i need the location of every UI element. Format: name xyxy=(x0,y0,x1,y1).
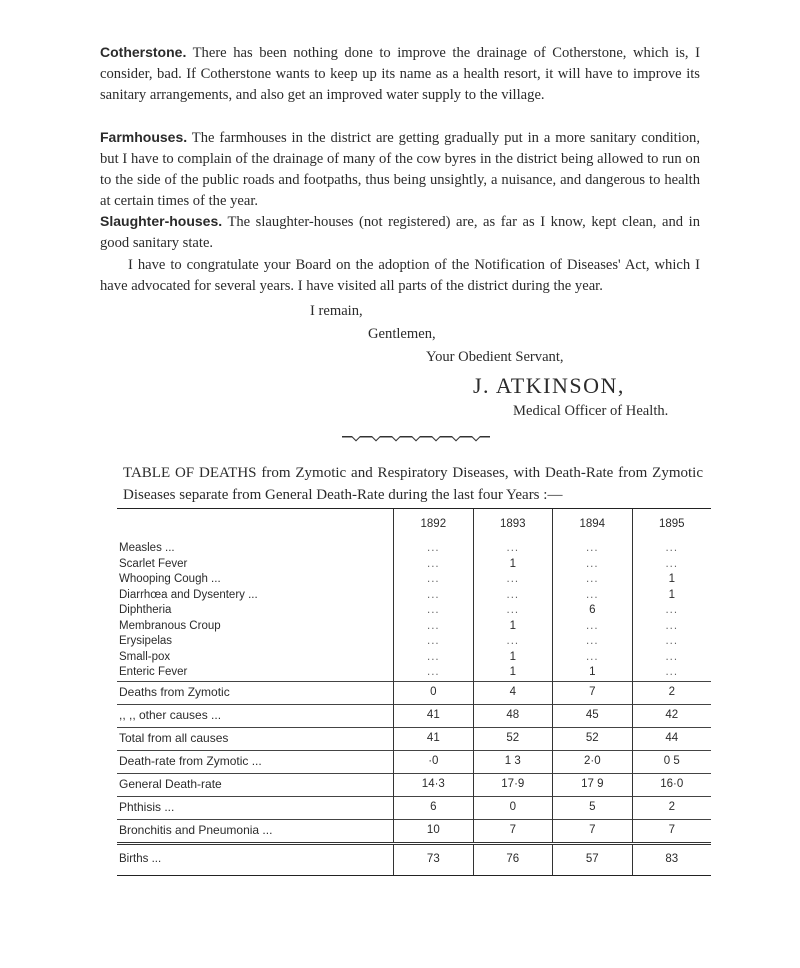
dot-leader: ... xyxy=(506,542,520,554)
disease-label: Erysipelas xyxy=(119,635,173,647)
dot-leader: ... xyxy=(585,573,599,585)
summary-label: Phthisis ... xyxy=(117,796,394,819)
dot-leader: ... xyxy=(427,588,440,601)
summary-value: 5 xyxy=(553,796,632,819)
summary-row xyxy=(117,727,711,750)
dot-leader: ... xyxy=(665,666,679,678)
summary-value: 1 3 xyxy=(473,750,552,773)
disease-label: Measles ... xyxy=(119,542,175,554)
summary-value: 7 xyxy=(473,819,552,843)
summary-value: 4 xyxy=(473,681,552,704)
year-header-row xyxy=(117,509,711,542)
disease-row xyxy=(117,541,711,557)
summary-label: ,, ,, other causes ... xyxy=(117,704,394,727)
year-header: 1893 xyxy=(473,509,552,542)
dot-leader: ... xyxy=(665,619,679,632)
disease-label: Diarrhœa and Dysentery ... xyxy=(119,588,258,601)
text-congratulate: I have to congratulate your Board on the adoption of the Notification of Diseases' Act, which I have advocated for several years. I have visited all parts of the district during the year. xyxy=(100,257,700,294)
summary-value: 2 xyxy=(632,681,711,704)
disease-row xyxy=(117,619,711,635)
disease-value xyxy=(553,650,632,666)
disease-value xyxy=(473,588,552,604)
deaths-table xyxy=(117,508,711,876)
paragraph-congratulate xyxy=(100,255,700,297)
disease-label: Membranous Croup xyxy=(119,619,221,632)
summary-value: 16·0 xyxy=(632,773,711,796)
closing-gentlemen: Gentlemen, xyxy=(368,326,436,342)
summary-value: 6 xyxy=(394,796,473,819)
dot-leader: ... xyxy=(585,588,599,601)
summary-value: 10 xyxy=(394,819,473,843)
paragraph-farmhouses xyxy=(100,127,700,212)
disease-value xyxy=(553,619,632,635)
dot-leader: ... xyxy=(427,666,440,678)
summary-value: 45 xyxy=(553,704,632,727)
disease-value xyxy=(394,557,473,573)
births-value: 83 xyxy=(632,843,711,875)
dot-leader: ... xyxy=(427,635,440,647)
summary-label: Death-rate from Zymotic ... xyxy=(117,750,394,773)
births-row xyxy=(117,843,711,875)
disease-value xyxy=(394,665,473,681)
dot-leader: ... xyxy=(585,542,599,554)
disease-value xyxy=(553,572,632,588)
dot-leader: ... xyxy=(506,635,520,647)
closing-remain: I remain, xyxy=(310,303,363,319)
dot-leader: ... xyxy=(427,650,440,663)
summary-row xyxy=(117,704,711,727)
dot-leader: ... xyxy=(665,542,679,554)
births-label: Births ... xyxy=(117,843,394,875)
dot-leader: ... xyxy=(427,557,440,570)
disease-value xyxy=(473,572,552,588)
summary-row xyxy=(117,819,711,843)
disease-row xyxy=(117,572,711,588)
disease-value xyxy=(553,557,632,573)
disease-value xyxy=(632,541,711,557)
summary-value: 14·3 xyxy=(394,773,473,796)
signature-name: J. ATKINSON, xyxy=(473,373,625,398)
disease-row xyxy=(117,588,711,604)
dot-leader: ... xyxy=(427,604,440,616)
paragraph-slaughter-houses xyxy=(100,211,700,254)
table-title: TABLE OF DEATHS from Zymotic and Respiratory Diseases, with Death-Rate from Zymotic Diseases separate from General Death-Rate during the last four Years :— xyxy=(123,465,703,503)
summary-value: 52 xyxy=(473,727,552,750)
signature-role: Medical Officer of Health. xyxy=(513,403,669,419)
disease-value xyxy=(394,541,473,557)
disease-value: 1 xyxy=(473,665,552,681)
dot-leader: ... xyxy=(427,619,440,632)
dot-leader: ... xyxy=(585,557,599,570)
disease-value xyxy=(632,619,711,635)
dot-leader: ... xyxy=(427,573,440,585)
disease-label: Small-pox xyxy=(119,650,171,663)
disease-value: 6 xyxy=(553,603,632,619)
dot-leader: ... xyxy=(506,573,520,585)
births-value: 76 xyxy=(473,843,552,875)
disease-value xyxy=(394,650,473,666)
summary-value: 0 xyxy=(473,796,552,819)
summary-value: ·0 xyxy=(394,750,473,773)
summary-row xyxy=(117,750,711,773)
summary-row xyxy=(117,796,711,819)
header-blank xyxy=(117,509,394,542)
disease-value: 1 xyxy=(632,572,711,588)
text-farmhouses: The farmhouses in the district are getting gradually put in a more sanitary condition, but I have to complain of the drainage of many of the cow byres in the district being allowed to run on to the side of the public roads and footpaths, thus being unsightly, a nuisance, and dangerous to health at certain times of the year. xyxy=(100,130,700,209)
summary-value: 44 xyxy=(632,727,711,750)
heading-cotherstone: Cotherstone. xyxy=(100,44,187,60)
summary-value: 2·0 xyxy=(553,750,632,773)
summary-label: Bronchitis and Pneumonia ... xyxy=(117,819,394,843)
disease-value xyxy=(473,603,552,619)
text-cotherstone: There has been nothing done to improve the drainage of Cotherstone, which is, I consider, bad. If Cotherstone wants to keep up its name as a health resort, it will have to improve its sanitary arrangements, and also get an improved water supply to the village. xyxy=(100,45,700,103)
dot-leader: ... xyxy=(585,619,599,632)
summary-value: 41 xyxy=(394,704,473,727)
summary-label: General Death-rate xyxy=(117,773,394,796)
summary-label: Total from all causes xyxy=(117,727,394,750)
disease-value xyxy=(632,603,711,619)
year-header: 1892 xyxy=(394,509,473,542)
disease-row xyxy=(117,557,711,573)
summary-value: 7 xyxy=(632,819,711,843)
disease-row xyxy=(117,665,711,681)
disease-value xyxy=(394,603,473,619)
summary-value: 7 xyxy=(553,819,632,843)
summary-value: 17 9 xyxy=(553,773,632,796)
summary-value: 52 xyxy=(553,727,632,750)
disease-value xyxy=(473,541,552,557)
summary-value: 0 xyxy=(394,681,473,704)
year-header: 1894 xyxy=(553,509,632,542)
disease-value xyxy=(553,634,632,650)
disease-value xyxy=(394,588,473,604)
disease-value: 1 xyxy=(632,588,711,604)
paragraph-cotherstone xyxy=(100,42,700,106)
summary-value: 41 xyxy=(394,727,473,750)
summary-value: 0 5 xyxy=(632,750,711,773)
disease-value: 1 xyxy=(473,619,552,635)
dot-leader: ... xyxy=(585,650,599,663)
disease-value xyxy=(473,634,552,650)
dot-leader: ... xyxy=(665,604,679,616)
ornament-divider-icon xyxy=(342,431,490,445)
dot-leader: ... xyxy=(427,542,440,554)
disease-value xyxy=(632,650,711,666)
disease-value xyxy=(394,572,473,588)
heading-farmhouses: Farmhouses. xyxy=(100,129,188,145)
births-value: 57 xyxy=(553,843,632,875)
disease-label: Whooping Cough ... xyxy=(119,573,221,585)
disease-label: Enteric Fever xyxy=(119,666,188,678)
disease-row xyxy=(117,603,711,619)
heading-slaughter-houses: Slaughter-houses. xyxy=(100,213,223,229)
summary-row xyxy=(117,773,711,796)
births-value: 73 xyxy=(394,843,473,875)
disease-value xyxy=(632,634,711,650)
disease-row xyxy=(117,634,711,650)
disease-label: Diphtheria xyxy=(119,604,172,616)
disease-value xyxy=(632,557,711,573)
disease-value: 1 xyxy=(473,557,552,573)
summary-value: 7 xyxy=(553,681,632,704)
dot-leader: ... xyxy=(665,650,679,663)
summary-label: Deaths from Zymotic xyxy=(117,681,394,704)
dot-leader: ... xyxy=(665,635,679,647)
disease-value xyxy=(553,588,632,604)
disease-value xyxy=(632,665,711,681)
closing-servant: Your Obedient Servant, xyxy=(426,349,564,365)
disease-row xyxy=(117,650,711,666)
summary-row xyxy=(117,681,711,704)
summary-value: 17·9 xyxy=(473,773,552,796)
dot-leader: ... xyxy=(506,588,520,601)
text-slaughter-houses: The slaughter-houses (not registered) are, as far as I know, kept clean, and in good sanitary state. xyxy=(100,214,700,251)
dot-leader: ... xyxy=(585,635,599,647)
disease-value: 1 xyxy=(553,665,632,681)
summary-value: 48 xyxy=(473,704,552,727)
summary-value: 2 xyxy=(632,796,711,819)
year-header: 1895 xyxy=(632,509,711,542)
summary-value: 42 xyxy=(632,704,711,727)
dot-leader: ... xyxy=(506,604,520,616)
disease-value xyxy=(553,541,632,557)
disease-value xyxy=(394,619,473,635)
dot-leader: ... xyxy=(665,557,679,570)
disease-value xyxy=(394,634,473,650)
disease-value: 1 xyxy=(473,650,552,666)
disease-label: Scarlet Fever xyxy=(119,557,188,570)
